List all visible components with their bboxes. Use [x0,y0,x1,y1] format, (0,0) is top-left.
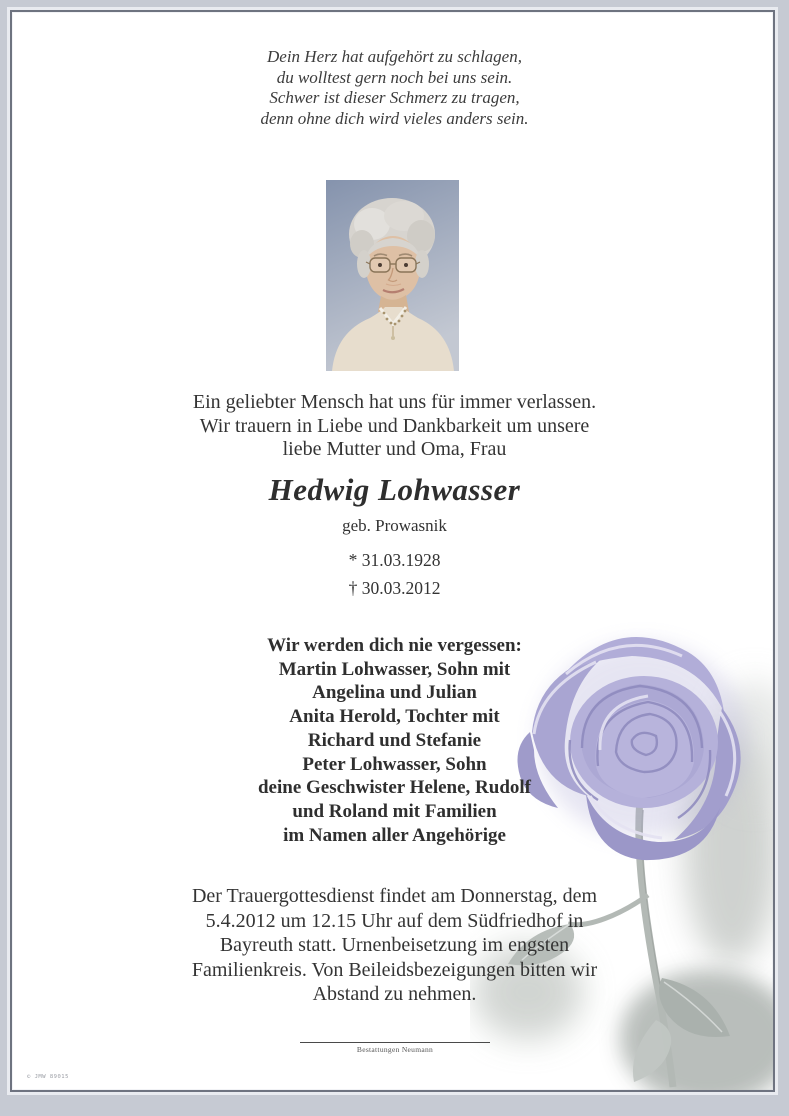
opening-poem [10,47,775,129]
funeral-home-name: Bestattungen Neumann [356,1045,434,1054]
card-inner-panel [10,10,775,1092]
intro-line: Wir trauern in Liebe und Dankbarkeit um unsere [199,414,590,437]
intro-line: liebe Mutter und Oma, Frau [282,438,507,460]
remembrance-line: Peter Lohwasser, Sohn [302,753,487,775]
funeral-line: Bayreuth statt. Urnenbeisetzung im engsten [219,934,570,957]
funeral-line: Der Trauergottesdienst findet am Donnerstag, dem [191,885,598,907]
remembrance-line: Angelina und Julian [312,682,477,704]
poem-line: du wolltest gern noch bei uns sein. [276,67,513,87]
deceased-name: Hedwig Lohwasser [268,472,521,507]
funeral-info [10,884,775,1007]
death-date: † 30.03.2012 [348,578,441,598]
portrait-photo [326,180,459,371]
remembrance-line: Richard und Stefanie [307,729,482,751]
funeral-line: 5.4.2012 um 12.15 Uhr auf dem Südfriedhof in [205,909,584,932]
remembrance-line: im Namen aller Angehörige [283,824,506,846]
remembrance-line: und Roland mit Familien [292,800,497,822]
birth-date: * 31.03.1928 [348,550,441,570]
card-content [10,10,775,1092]
remembrance-line: Martin Lohwasser, Sohn mit [278,658,511,680]
funeral-home-signature [300,1042,490,1054]
remembrance-line: Anita Herold, Tochter mit [289,706,500,728]
remembrance-line: deine Geschwister Helene, Rudolf [257,777,531,799]
funeral-line: Abstand zu nehmen. [312,983,477,1006]
poem-line: Dein Herz hat aufgehört zu schlagen, [267,47,522,66]
print-code: © JMW 89015 [27,1074,69,1080]
remembrance-text [10,634,775,847]
remembrance-line: Wir werden dich nie vergessen: [267,635,522,656]
poem-line: denn ohne dich wird vieles anders sein. [260,108,529,128]
funeral-line: Familienkreis. Von Beileidsbezeigungen bitten wir [191,958,598,981]
intro-line: Ein geliebter Mensch hat uns für immer verlassen. [192,391,597,413]
intro-text [10,391,775,462]
poem-line: Schwer ist dieser Schmerz zu tragen, [269,88,520,107]
maiden-name: geb. Prowasnik [342,516,447,535]
